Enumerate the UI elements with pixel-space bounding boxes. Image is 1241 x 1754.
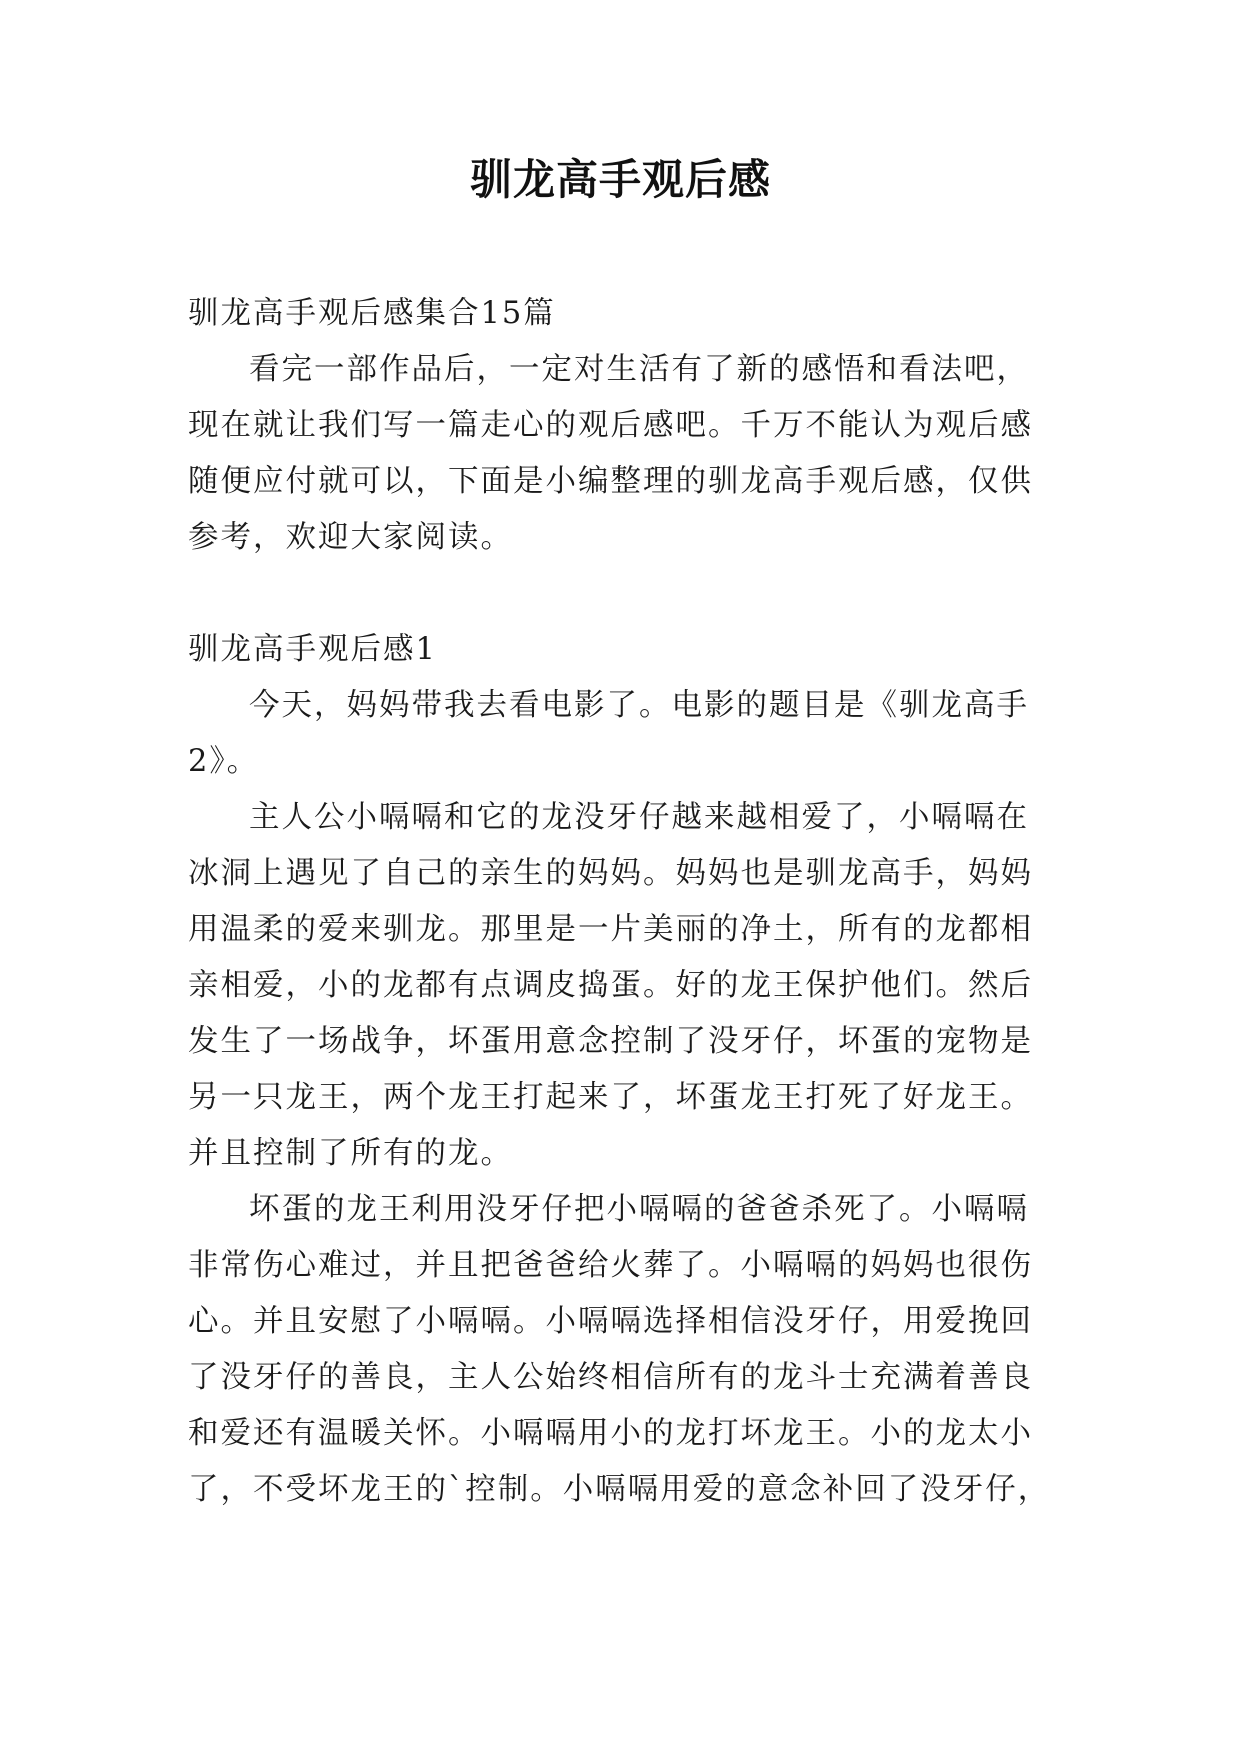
intro-paragraph: 看完一部作品后，一定对生活有了新的感悟和看法吧，现在就让我们写一篇走心的观后感吧。千万不能认为观后感随便应付就可以，下面是小编整理的驯龙高手观后感，仅供参考，欢迎大家阅读。 [188, 352, 1033, 555]
body-paragraph: 坏蛋的龙王利用没牙仔把小嗝嗝的爸爸杀死了。小嗝嗝非常伤心难过，并且把爸爸给火葬了。小嗝嗝的妈妈也很伤心。并且安慰了小嗝嗝。小嗝嗝选择相信没牙仔，用爱挽回了没牙仔的善良，主人公始终相信所有的龙斗士充满着善良和爱还有温暖关怀。小嗝嗝用小的龙打坏龙王。小的龙太小了，不受坏龙王的`控制。小嗝嗝用爱的意念补回了没牙仔， [188, 1192, 1051, 1507]
document-title: 驯龙高手观后感 [469, 155, 771, 204]
paragraph-spacer [188, 566, 1053, 622]
document-body [188, 286, 1053, 1518]
document-subtitle: 驯龙高手观后感集合15篇 [188, 296, 556, 331]
section-heading: 驯龙高手观后感1 [188, 632, 437, 667]
body-paragraph: 今天，妈妈带我去看电影了。电影的题目是《驯龙高手2》。 [188, 688, 1029, 779]
body-paragraph: 主人公小嗝嗝和它的龙没牙仔越来越相爱了，小嗝嗝在冰洞上遇见了自己的亲生的妈妈。妈妈也是驯龙高手，妈妈用温柔的爱来驯龙。那里是一片美丽的净土，所有的龙都相亲相爱，小的龙都有点调皮捣蛋。好的龙王保护他们。然后发生了一场战争，坏蛋用意念控制了没牙仔，坏蛋的宠物是另一只龙王，两个龙王打起来了，坏蛋龙王打死了好龙王。并且控制了所有的龙。 [188, 800, 1033, 1171]
